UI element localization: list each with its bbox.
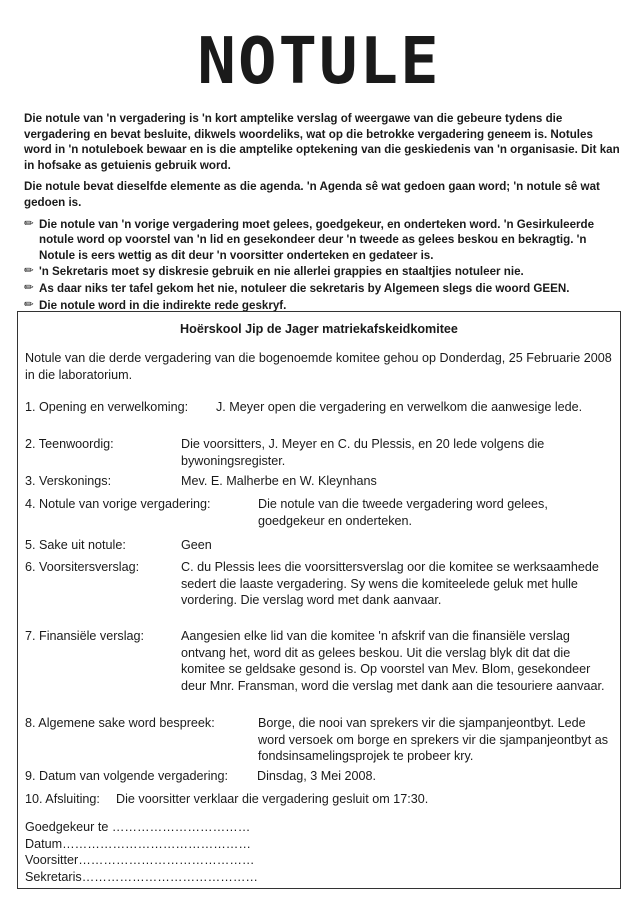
item-text: Borge, die nooi van sprekers vir die sjampanjeontbyt. Lede word versoek om borge en sprekers vir die sjampanjeontbyt as fondsinsamelingsprojek te probeer kry. bbox=[258, 716, 608, 764]
minutes-heading: Hoërskool Jip de Jager matriekafskeidkomitee bbox=[180, 322, 458, 336]
signature-block bbox=[25, 819, 615, 885]
item-label: 2. Teenwoordig: bbox=[25, 437, 114, 451]
approved-at-line: Goedgekeur te …………………………… bbox=[25, 820, 251, 834]
item-label: 6. Voorsitersverslag: bbox=[25, 560, 140, 574]
intro-section bbox=[24, 111, 620, 314]
item-text: Mev. E. Malherbe en W. Kleynhans bbox=[181, 474, 377, 488]
minutes-example-box: Hoërskool Jip de Jager matriekafskeidkomitee Notule van die derde vergadering van die bogenoemde komitee gehou op Donderdag, 25 Februarie 2008 in die laboratorium. 1. Opening en verwelkoming: J. Meyer open die vergadering en verwelkom die aanwesige lede. 2. Teenwoordig: Die voorsitters, J. Meyer en C. du Plessis, en 20 lede volgens die bywoningsregister. 3. Verskonings: Mev. E. Malherbe en W. Kleynhans 4. Notule van vorige vergadering: Die notule van die tweede vergadering word gelees, goedgekeur en onderteken. 5. Sake uit notule: Geen 6. Voorsitersverslag: C. du Plessis lees die voorsittersverslag oor die komitee se werksaamhede sedert die laaste vergadering. Sy wens die komiteelede geluk met hulle vordering. Die verslag word met dank aanvaar. 7. Finansiële verslag: Aangesien elke lid van die komitee 'n afskrif van die finansiële verslag ontvang het, word dit as gelees beskou. Uit die verslag blyk dit dat die komitee se geldsake gesond is. Op voorstel van Mev. Blom, gesekondeer deur Mnr. Fransman, word die verslag met dank aan die tesouriere aanvaar. 8. Algemene sake word bespreek: Borge, die nooi van sprekers vir die sjampanjeontbyt. Lede word versoek om borge en sprekers vir die sjampanjeontbyt as fondsinsamelingsprojek te probeer kry. 9. Datum van volgende vergadering: Dinsdag, 3 Mei 2008. 10. Afsluiting: Die voorsitter verklaar die vergadering gesluit om 17:30. Goedgekeur te …………………………… Datum……………………………………… Voorsitter…………………………………… Sekretaris…………………………………… bbox=[17, 311, 621, 889]
item-label: 7. Finansiële verslag: bbox=[25, 629, 145, 643]
list-item: ✏ Die notule word in die indirekte rede geskryf. bbox=[24, 298, 287, 312]
item-label: 10. Afsluiting: bbox=[25, 792, 100, 806]
item-text: J. Meyer open die vergadering en verwelkom die aanwesige lede. bbox=[216, 400, 583, 414]
item-label: 3. Verskonings: bbox=[25, 474, 112, 488]
chairperson-line: Voorsitter…………………………………… bbox=[25, 853, 255, 868]
item-text: Die voorsitter verklaar die vergadering gesluit om 17:30. bbox=[116, 792, 429, 806]
item-text: C. du Plessis lees die voorsittersverslag oor die komitee se werksaamhede sedert die laaste vergadering. Sy wens die komiteelede geluk met hulle vordering. Die verslag word met dank aanvaar. bbox=[181, 560, 599, 608]
item-label: 4. Notule van vorige vergadering: bbox=[25, 497, 211, 511]
date-line: Datum……………………………………… bbox=[25, 836, 251, 851]
guideline-list bbox=[24, 217, 620, 314]
item-text: Aangesien elke lid van die komitee 'n afskrif van die finansiële verslag ontvang het, word dit as gelees beskou. Uit die verslag blyk dit dat die komitee se geldsake gesond is. Op voorstel van Mev. Blom, gesekondeer deur Mnr. Fransman, word die verslag met dank aan die tesouriere aanvaar. bbox=[181, 629, 605, 693]
list-item: ✏ 'n Sekretaris moet sy diskresie gebruik en nie allerlei grappies en staaltjies notuleer nie. bbox=[24, 265, 524, 279]
pencil-icon: ✏ bbox=[24, 217, 34, 230]
item-label: 5. Sake uit notule: bbox=[25, 538, 126, 552]
page-title: NOTULE bbox=[197, 25, 441, 99]
pencil-icon: ✏ bbox=[24, 298, 34, 311]
item-label: 8. Algemene sake word bespreek: bbox=[25, 716, 215, 730]
intro-paragraph: Die notule bevat dieselfde elemente as die agenda. 'n Agenda sê wat gedoen gaan word; 'n notule sê wat gedoen is. bbox=[24, 180, 600, 209]
pencil-icon: ✏ bbox=[24, 265, 34, 278]
item-text: Dinsdag, 3 Mei 2008. bbox=[257, 769, 377, 783]
item-text: Die notule van die tweede vergadering word gelees, goedgekeur en onderteken. bbox=[258, 497, 548, 528]
intro-paragraph: Die notule van 'n vergadering is 'n kort amptelike verslag of weergawe van die gebeure tydens die vergadering en bevat besluite, dikwels woordeliks, wat op die betrokke vergadering geneem is. Notules word in 'n notuleboek bewaar en is die amptelike optekening van die geskiedenis van 'n organisasie. Dit kan in hofsake as getuienis gebruik word. bbox=[24, 112, 620, 172]
secretary-line: Sekretaris…………………………………… bbox=[25, 869, 259, 884]
pencil-icon: ✏ bbox=[24, 281, 34, 294]
item-text: Geen bbox=[181, 538, 212, 552]
item-label: 1. Opening en verwelkoming: bbox=[25, 400, 189, 414]
item-text: Die voorsitters, J. Meyer en C. du Plessis, en 20 lede volgens die bywoningsregister. bbox=[181, 437, 545, 468]
list-item: ✏ Die notule van 'n vorige vergadering moet gelees, goedgekeur, en onderteken word. 'n Gesirkuleerde notule word op voorstel van 'n lid en gesekondeer deur 'n tweede as gelees beskou en bekragtig. 'n Notule is eers wettig as dit deur 'n voorsitter onderteken en gedateer is. bbox=[24, 217, 595, 262]
list-item: ✏ As daar niks ter tafel gekom het nie, notuleer die sekretaris by Algemeen slegs die woord GEEN. bbox=[24, 281, 570, 295]
item-label: 9. Datum van volgende vergadering: bbox=[25, 769, 229, 783]
